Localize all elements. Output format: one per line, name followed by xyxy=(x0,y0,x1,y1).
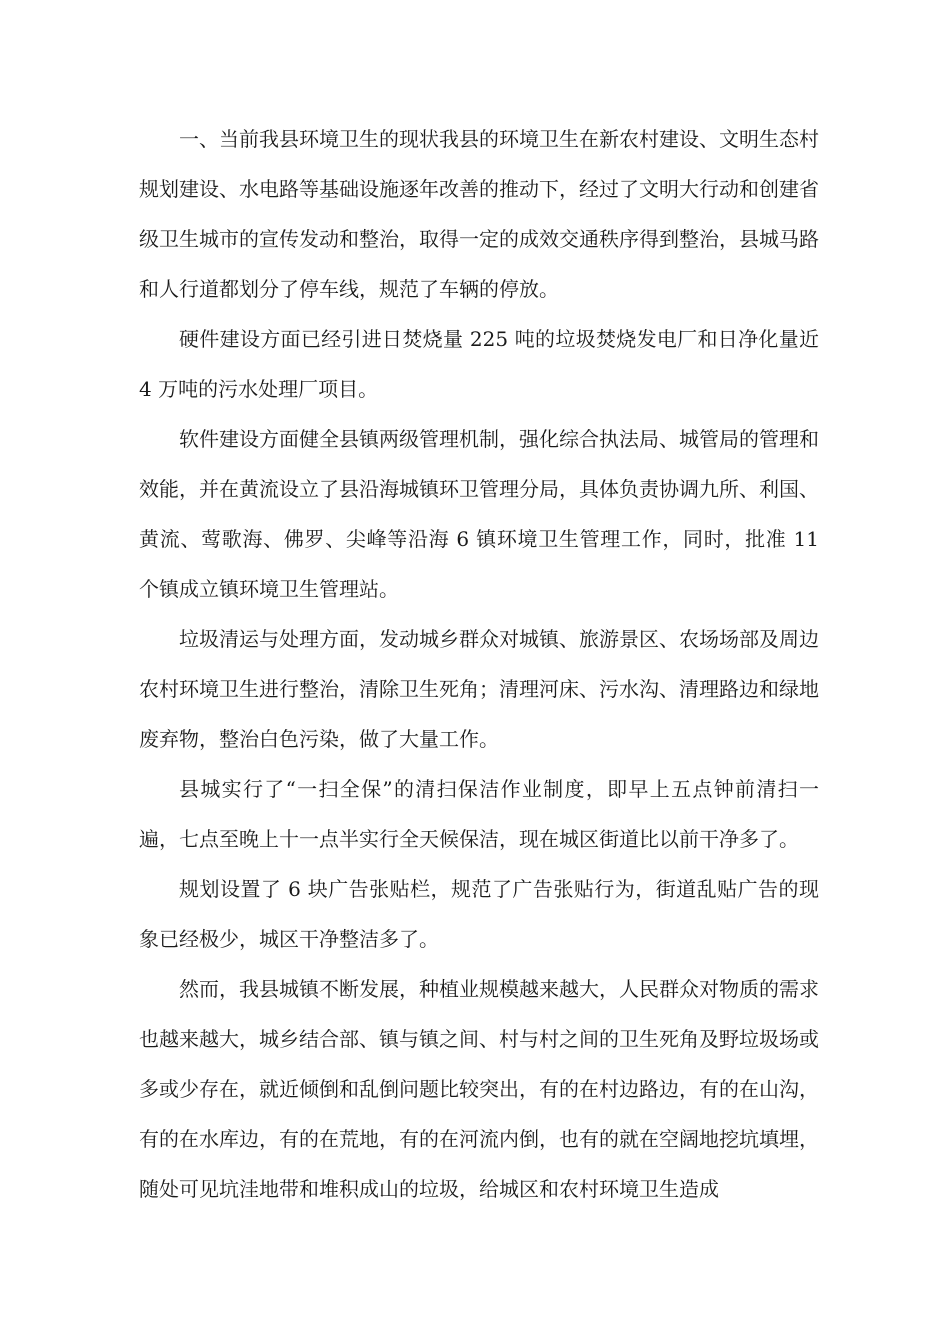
document-body xyxy=(139,114,819,1214)
paragraph-current-status: 一、当前我县环境卫生的现状我县的环境卫生在新农村建设、文明生态村规划建设、水电路等基础设施逐年改善的推动下，经过了文明大行动和创建省级卫生城市的宣传发动和整治，取得一定的成效交通秩序得到整治，县城马路和人行道都划分了停车线，规范了车辆的停放。 xyxy=(139,127,819,301)
paragraph-cleaning-system: 县城实行了“一扫全保”的清扫保洁作业制度，即早上五点钟前清扫一遍，七点至晚上十一点半实行全天候保洁，现在城区街道比以前干净多了。 xyxy=(139,777,819,851)
paragraph-software: 软件建设方面健全县镇两级管理机制，强化综合执法局、城管局的管理和效能，并在黄流设立了县沿海城镇环卫管理分局，具体负责协调九所、利国、黄流、莺歌海、佛罗、尖峰等沿海 6 镇环境卫生管理工作，同时，批准 11 个镇成立镇环境卫生管理站。 xyxy=(139,427,819,601)
paragraph-advertising: 规划设置了 6 块广告张贴栏，规范了广告张贴行为，街道乱贴广告的现象已经极少，城区干净整洁多了。 xyxy=(139,877,819,951)
paragraph-problems: 然而，我县城镇不断发展，种植业规模越来越大，人民群众对物质的需求也越来越大，城乡结合部、镇与镇之间、村与村之间的卫生死角及野垃圾场或多或少存在，就近倾倒和乱倒问题比较突出，有的在村边路边，有的在山沟，有的在水库边，有的在荒地，有的在河流内倒，也有的就在空阔地挖坑填埋，随处可见坑洼地带和堆积成山的垃圾，给城区和农村环境卫生造成 xyxy=(139,977,819,1201)
paragraph-garbage-collection: 垃圾清运与处理方面，发动城乡群众对城镇、旅游景区、农场场部及周边农村环境卫生进行整治，清除卫生死角；清理河床、污水沟、清理路边和绿地废弃物，整治白色污染，做了大量工作。 xyxy=(139,627,819,751)
paragraph-hardware: 硬件建设方面已经引进日焚烧量 225 吨的垃圾焚烧发电厂和日净化量近 4 万吨的污水处理厂项目。 xyxy=(139,327,819,401)
